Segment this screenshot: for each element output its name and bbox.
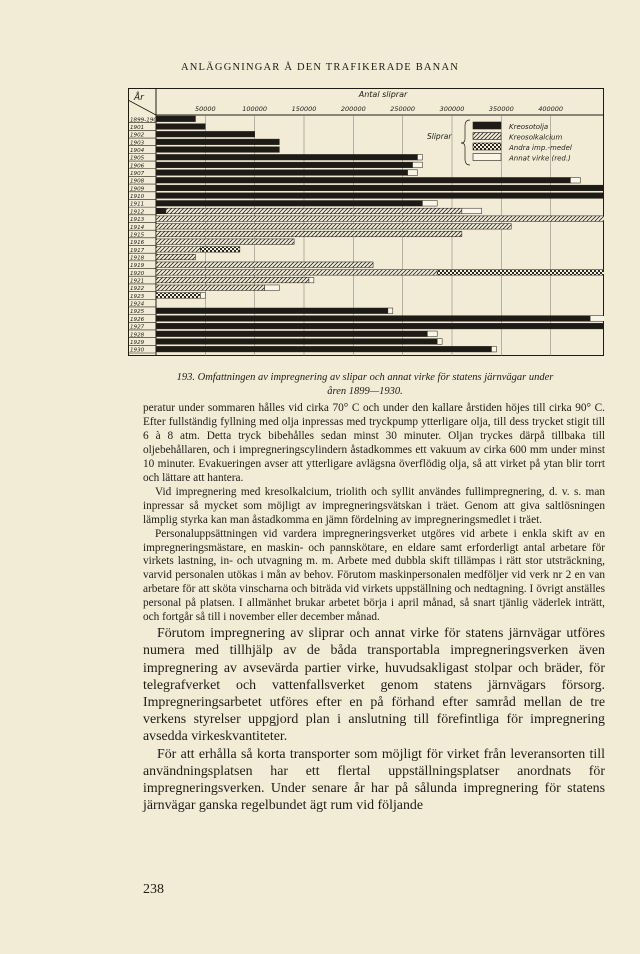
bar-segment <box>156 239 294 245</box>
bar-segment <box>437 339 442 345</box>
bar-segment <box>570 177 580 183</box>
bar-segment <box>265 285 280 291</box>
chart-title: Antal sliprar <box>358 90 408 99</box>
y-tick-label: 1903 <box>130 140 145 147</box>
legend-swatch <box>473 154 501 161</box>
page-number: 238 <box>143 882 164 897</box>
legend-label: Kreosotolja <box>509 123 549 131</box>
y-tick-label: 1926 <box>130 316 145 323</box>
legend-label: Kreosolkalcium <box>509 133 563 142</box>
legend-group-label: Sliprar <box>427 132 452 141</box>
y-tick-label: 1910 <box>130 194 145 201</box>
y-tick-label: 1925 <box>130 309 145 316</box>
legend-swatch <box>473 143 501 150</box>
y-tick-label: 1921 <box>130 278 145 285</box>
bar-segment <box>156 177 570 183</box>
bar-segment <box>408 170 418 176</box>
bar-segment <box>156 162 413 168</box>
y-tick-label: 1915 <box>130 232 145 239</box>
y-tick-label: 1912 <box>130 209 145 216</box>
y-tick-label: 1907 <box>130 171 145 178</box>
y-tick-label: 1924 <box>130 301 145 308</box>
y-tick-label: 1929 <box>130 339 145 346</box>
bar-segment <box>156 339 437 345</box>
paragraph-5: För att erhålla så korta transporter som möjligt för virket från leveransorten till användningsplatsen har ett flertal uppställningsplatser anordnats för impregneringsverken. Under senare år har på sålunda impregnering för statens järnvägar ganska regelbundet ägt rum vid följande <box>143 746 605 814</box>
bar-segment <box>422 201 437 207</box>
bar-segment <box>156 216 604 222</box>
impregnation-bar-chart <box>128 88 604 356</box>
legend-brace <box>461 120 470 165</box>
y-tick-label: 1919 <box>130 263 145 270</box>
x-tick-label: 100000 <box>242 105 268 113</box>
bar-segment <box>200 293 205 299</box>
bar-segment <box>491 346 496 352</box>
bar-segment <box>156 139 279 145</box>
x-tick-label: 250000 <box>390 105 416 113</box>
bar-segment <box>156 170 408 176</box>
y-tick-label: 1911 <box>130 201 145 208</box>
bar-segment <box>156 154 417 160</box>
figure-caption <box>145 371 585 399</box>
bar-segment <box>156 224 511 230</box>
x-tick-label: 150000 <box>291 105 317 113</box>
y-tick-label: 1913 <box>130 217 145 224</box>
bar-segment <box>156 124 205 130</box>
bar-segment <box>156 308 388 314</box>
x-tick-label: 350000 <box>488 105 514 113</box>
legend-swatch <box>473 133 501 140</box>
y-tick-label: 1927 <box>130 324 145 331</box>
bar-segment <box>156 185 604 191</box>
running-header: ANLÄGGNINGAR Å DEN TRAFIKERADE BANAN <box>180 62 460 73</box>
bar-segment <box>417 154 422 160</box>
bar-segment <box>156 262 373 268</box>
paragraph-1: peratur under sommaren hålles vid cirka 70° C och under den kallare årstiden höjes till cirka 90° C. Efter fullständig fyllning med olja inpressas med tryckpump ytterligare olja, till dess trycket stigit till 6 à 8 atm. Detta tryck bibehålles sedan minst 30 minuter. Oljan tryckes därpå tillbaka till oljebehållaren, och i impregneringscylindern åstadkommes ett vakuum av cirka 600 mm under minst 10 minuter. Evakueringen avser att ytterligare avlägsna överflödig olja, så att virket på ytan blir torrt och lättare att hantera. <box>143 402 605 484</box>
y-tick-label: 1920 <box>130 270 145 277</box>
y-tick-label: 1917 <box>130 247 145 254</box>
bar-segment <box>156 285 265 291</box>
legend-label: Andra imp.-medel <box>509 144 572 152</box>
bar-segment <box>156 131 255 137</box>
bar-segment <box>156 323 604 329</box>
y-tick-label: 1923 <box>130 293 145 300</box>
bar-segment <box>462 208 482 214</box>
y-tick-label: 1905 <box>130 155 145 162</box>
bar-segment <box>156 346 491 352</box>
x-tick-label: 200000 <box>340 105 366 113</box>
y-tick-label: 1904 <box>130 148 145 155</box>
bar-segment <box>156 231 462 237</box>
paragraph-4: Förutom impregnering av sliprar och annat virke för statens järnvägar utföres numera med tillhjälp av de båda transportabla impregneringsverken även impregnering av avsevärda partier virke, huvudsakligast stolpar och bräder, för telegrafverket och vattenfallsverket genom statens järnvägars försorg. Impregneringsarbetet utföres efter en på förhand efter samråd mellan de tre verkens styrelser uppgjord plan i anslutning till förefintliga för impregnering avsedda virkeskvantiteter. <box>143 626 605 745</box>
bar-segment <box>413 162 423 168</box>
bar-segment <box>156 277 309 283</box>
bar-segment <box>156 201 422 207</box>
bar-segment <box>156 254 195 260</box>
y-tick-label: 1899-1900 <box>130 117 161 124</box>
bar-segment <box>590 316 604 322</box>
bar-segment <box>156 147 279 153</box>
y-tick-label: 1909 <box>130 186 145 193</box>
bar-segment <box>437 270 604 276</box>
bar-segment <box>156 331 427 337</box>
y-tick-label: 1902 <box>130 132 145 139</box>
bar-segment <box>156 293 200 299</box>
y-tick-label: 1906 <box>130 163 145 170</box>
caption-line-1: 193. Omfattningen av impregnering av slipar och annat virke för statens järnvägar under <box>176 372 554 383</box>
y-tick-label: 1914 <box>130 224 145 231</box>
y-axis-label: År <box>134 93 144 103</box>
bar-segment <box>309 277 314 283</box>
paragraph-2: Vid impregnering med kresolkalcium, triolith och syllit användes fullimpregnering, d. v. s. man inpressar så mycket som möjligt av impregneringsvätskan i träet. Genom att giva saltlösningen lämplig styrka kan man åstadkomma en jämn fördelning av impregneringsmedlet i träet. <box>143 485 605 526</box>
y-tick-label: 1922 <box>130 286 145 293</box>
bar-segment <box>156 270 437 276</box>
legend-label: Annat virke (red.) <box>509 154 571 163</box>
y-tick-label: 1928 <box>130 332 145 339</box>
x-tick-label: 400000 <box>538 105 564 113</box>
y-tick-label: 1908 <box>130 178 145 185</box>
y-tick-label: 1918 <box>130 255 145 262</box>
x-tick-label: 300000 <box>439 105 465 113</box>
y-tick-label: 1916 <box>130 240 145 247</box>
bar-segment <box>156 193 604 199</box>
bar-segment <box>156 208 166 214</box>
paragraph-3: Personaluppsättningen vid vardera impregneringsverket utgöres vid arbete i enkla skift av en impregneringsmästare, en maskin- och pannskötare, en eldare samt erforderligt antal arbetare för virkets lastning, in- och utvagning m. m. Arbete med dubbla skift tillämpas i rätt stor utsträckning, varvid personalen utökas i mån av behov. Förutom maskinpersonalen medföljer vid verk nr 2 en van arbetare för att sköta vinscharna och biträda vid virkets uppställning och nedtagning. I övrigt anställes personal på platsen. I allmänhet brukar arbetet börja i april månad, så snart tjänlig väderlek inträtt, och fortgår så till i november eller december månad. <box>143 527 605 624</box>
bar-segment <box>388 308 393 314</box>
y-tick-label: 1930 <box>130 347 145 354</box>
bar-segment <box>156 247 200 253</box>
y-tick-label: 1901 <box>130 124 145 131</box>
bar-segment <box>156 116 195 122</box>
bar-segment <box>200 247 239 253</box>
caption-line-2: åren 1899—1930. <box>327 386 403 397</box>
legend-swatch <box>473 122 501 129</box>
bar-segment <box>166 208 462 214</box>
body-text <box>143 402 605 814</box>
bar-segment <box>156 316 590 322</box>
x-tick-label: 50000 <box>194 105 216 113</box>
bar-segment <box>427 331 437 337</box>
